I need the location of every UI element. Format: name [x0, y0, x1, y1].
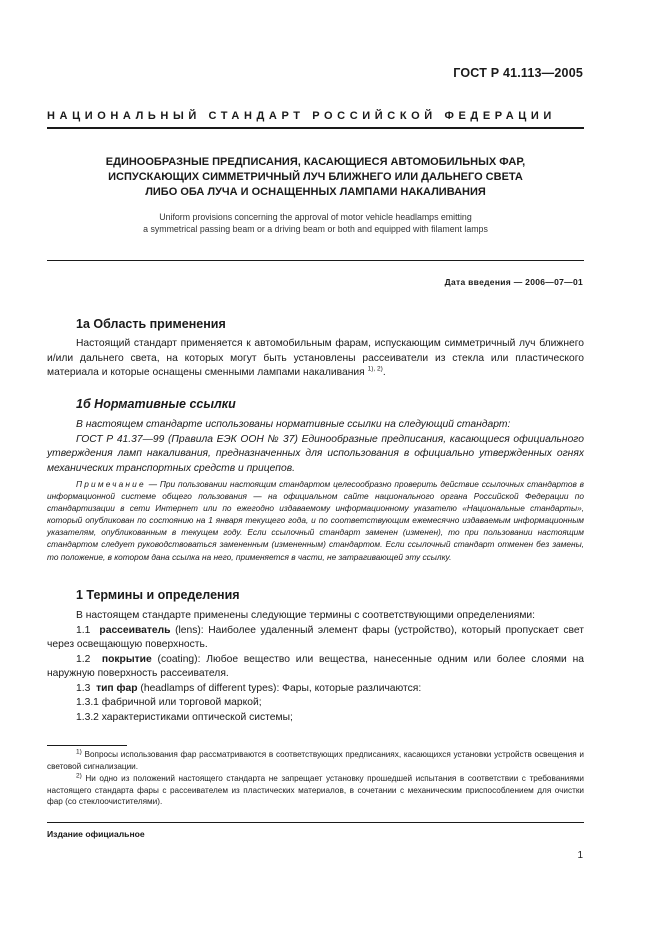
term-headlamp-type-definition: (headlamps of different types): Фары, которые различаются:	[140, 682, 422, 694]
note-text: — При пользовании настоящим стандартом целесообразно проверить действие ссылочных стандартов в информационной системе общего пользования — на официальном сайте национального органа Российской Федерации по стандартизации в сети Интернет или по ежегодно издаваемому информационному указателю «Национальные стандарты», который опубликован по состоянию на 1 января текущего года, и по соответствующим ежемесячно издаваемым информационным указателям, опубликованным в текущем году. Если ссылочный стандарт заменен (изменен), то при пользовании настоящим стандартом следует руководствоваться замененным (измененным) стандартом. Если ссылочный стандарт отменен без замены, то положение, в котором дана ссылка на него, применяется в части, не затрагивающей эту ссылку.	[47, 479, 584, 562]
term-headlamp-type: тип фар	[96, 682, 138, 694]
section-1a-heading: 1а Область применения	[76, 317, 226, 331]
term-lens: рассеиватель	[99, 624, 171, 636]
title-ru-line: ЕДИНООБРАЗНЫЕ ПРЕДПИСАНИЯ, КАСАЮЩИЕСЯ АВТОМОБИЛЬНЫХ ФАР,	[105, 156, 526, 168]
term-1-3-1: 1.3.1 фабричной или торговой маркой;	[76, 697, 262, 708]
note-label: Примечание	[76, 479, 146, 489]
section-1b-text	[47, 418, 584, 476]
term-coating-definition: (coating): Любое вещество или вещества, нанесенные одним или более слоями на наружную поверхность рассеивателя.	[47, 653, 584, 679]
section-1b-reference: ГОСТ Р 41.37—99 (Правила ЕЭК ООН № 37) Единообразные предписания, касающиеся официального утверждения ламп накаливания, предназначенных для использования в официально утвержденных огнях механических транспортных средств и прицепов.	[47, 433, 584, 474]
note	[47, 478, 584, 563]
section-1b-heading: 1б Нормативные ссылки	[76, 397, 236, 411]
top-rule	[47, 127, 584, 129]
title-en-line: Uniform provisions concerning the approval of motor vehicle headlamps emitting	[159, 212, 472, 222]
footnote-refs: 1), 2)	[367, 365, 383, 373]
title-en-line: a symmetrical passing beam or a driving beam or both and equipped with filament lamps	[143, 224, 488, 234]
bottom-rule	[47, 822, 584, 823]
title-ru-line: ЛИБО ОБА ЛУЧА И ОСНАЩЕННЫХ ЛАМПАМИ НАКАЛИВАНИЯ	[145, 186, 486, 198]
national-standard-heading: НАЦИОНАЛЬНЫЙ СТАНДАРТ РОССИЙСКОЙ ФЕДЕРАЦИИ	[47, 110, 556, 122]
section-1-heading: 1 Термины и определения	[76, 588, 240, 602]
edition-label: Издание официальное	[47, 829, 145, 839]
terms-intro: В настоящем стандарте применены следующие термины с соответствующими определениями:	[76, 610, 536, 621]
title-rule	[47, 260, 584, 261]
term-1-3-2: 1.3.2 характеристиками оптической системы;	[76, 711, 293, 723]
footnote-rule	[47, 745, 127, 746]
term-lens-definition: (lens): Наиболее удаленный элемент фары (устройство), который пропускает свет через освещающую поверхность.	[47, 624, 584, 650]
term-coating: покрытие	[101, 653, 152, 665]
footnote-2: $^{2)}$ Ни одно из положений настоящего стандарта не запрещает установку прошедшей испытания в соответствии с требованиями настоящего стандарта фары с рассеивателем из пластических материалов, в сочетании с механическим приспособлением для очистки фар (со стеклоочистителями).	[47, 772, 584, 807]
intro-date: Дата введения — 2006—07—01	[444, 277, 583, 287]
title-english	[47, 211, 584, 235]
standard-id: ГОСТ Р 41.113—2005	[453, 66, 583, 80]
section-1a-body: Настоящий стандарт применяется к автомобильным фарам, испускающим симметричный луч ближнего и/или дальнего света, на которых могут быть установлены рассеиватели из стекла или пластического материала и которые оснащены сменными лампами накаливания	[47, 338, 584, 378]
section-1-terms: В настоящем стандарте применены следующие термины с соответствующими определениями: 1.1 рассеиватель (lens): Наиболее удаленный элемент фары (устройство), который пропускает свет через освещающую поверхность. 1.2 покрытие (coating): Любое вещество или вещества, нанесенные одним или более слоями на наружную поверхность рассеивателя. 1.3 тип фар (headlamps of different types): Фары, которые различаются: 1.3.1 фабричной или торговой маркой; 1.3.2 характеристиками оптической системы;	[47, 610, 584, 723]
title-ru-line: ИСПУСКАЮЩИХ СИММЕТРИЧНЫЙ ЛУЧ БЛИЖНЕГО ИЛИ ДАЛЬНЕГО СВЕТА	[108, 171, 523, 183]
section-1b-intro: В настоящем стандарте использованы нормативные ссылки на следующий стандарт:	[76, 419, 511, 430]
footnote-1: $^{1)}$ Вопросы использования фар рассматриваются в соответствующих предписаниях, касающихся установки устройств освещения и световой сигнализации.	[47, 748, 584, 771]
page-number: 1	[577, 850, 583, 861]
title-russian	[47, 155, 584, 200]
section-1a-text: Настоящий стандарт применяется к автомобильным фарам, испускающим симметричный луч ближнего и/или дальнего света, на которых могут быть установлены рассеиватели из стекла или пластического материала и которые оснащены сменными лампами накаливания $^{1), 2)}$.	[47, 338, 584, 378]
